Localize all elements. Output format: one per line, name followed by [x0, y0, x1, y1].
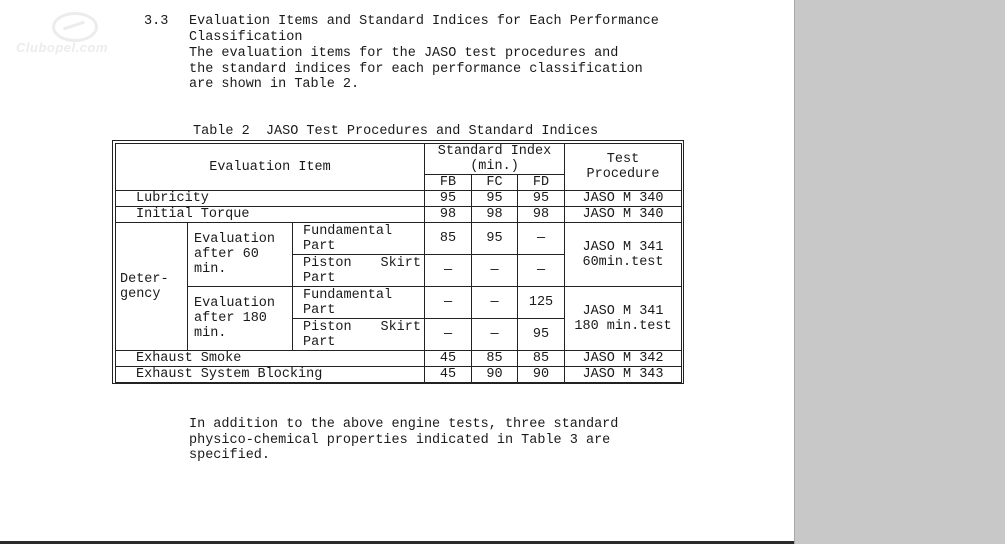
eval-60-label: Evaluation after 60 min. — [188, 223, 293, 287]
eval180-fundamental-fc: — — [472, 287, 518, 319]
exhaust-blocking-fb: 45 — [425, 367, 472, 383]
lubricity-fd: 95 — [518, 191, 565, 207]
exhaust-smoke-fc: 85 — [472, 351, 518, 367]
exhaust-blocking-fc: 90 — [472, 367, 518, 383]
eval60-fundamental-fd: — — [518, 223, 565, 255]
table-header-row — [116, 144, 682, 175]
section-body-line3: are shown in Table 2. — [189, 77, 360, 92]
eval60-piston-skirt-part: Piston Skirt Part — [293, 255, 425, 287]
exhaust-blocking-label: Exhaust System Blocking — [116, 367, 425, 383]
eval180-piston-fb: — — [425, 319, 472, 351]
eval60-piston-fb: — — [425, 255, 472, 287]
watermark — [16, 12, 118, 56]
table-row-det60-fundamental — [116, 223, 682, 255]
exhaust-smoke-fd: 85 — [518, 351, 565, 367]
detergency-label: Deter- gency — [116, 223, 188, 351]
section-body-line2: the standard indices for each performance classification — [189, 62, 643, 77]
eval60-procedure: JASO M 341 60min.test — [565, 223, 682, 287]
table-row-lubricity — [116, 191, 682, 207]
header-fd: FD — [518, 175, 565, 191]
lubricity-procedure: JASO M 340 — [565, 191, 682, 207]
eval60-piston-fc: — — [472, 255, 518, 287]
header-evaluation-item: Evaluation Item — [116, 144, 425, 191]
section-title-line2: Classification — [189, 30, 303, 45]
table-caption: Table 2 JASO Test Procedures and Standard Indices — [193, 124, 599, 139]
footer-line1: In addition to the above engine tests, three standard — [189, 417, 619, 432]
watermark-site-text: Clubopel.com — [16, 40, 108, 55]
eval180-piston-fc: — — [472, 319, 518, 351]
eval180-procedure: JASO M 341 180 min.test — [565, 287, 682, 351]
section-number: 3.3 — [144, 14, 169, 29]
eval-180-label: Evaluation after 180 min. — [188, 287, 293, 351]
eval60-fundamental-part: Fundamental Part — [293, 223, 425, 255]
eval60-piston-fd: — — [518, 255, 565, 287]
section-body-line1: The evaluation items for the JASO test procedures and — [189, 46, 619, 61]
table-row-exhaust-smoke — [116, 351, 682, 367]
lubricity-fb: 95 — [425, 191, 472, 207]
header-fb: FB — [425, 175, 472, 191]
eval180-fundamental-fd: 125 — [518, 287, 565, 319]
lubricity-label: Lubricity — [116, 191, 425, 207]
initial-torque-label: Initial Torque — [116, 207, 425, 223]
initial-torque-procedure: JASO M 340 — [565, 207, 682, 223]
exhaust-smoke-fb: 45 — [425, 351, 472, 367]
viewer-side-panel — [794, 0, 1005, 544]
exhaust-smoke-label: Exhaust Smoke — [116, 351, 425, 367]
footer-line2: physico-chemical properties indicated in Table 3 are — [189, 433, 611, 448]
initial-torque-fd: 98 — [518, 207, 565, 223]
watermark-logo-icon — [52, 12, 98, 42]
section-title-line1: Evaluation Items and Standard Indices for Each Performance — [189, 14, 659, 29]
eval180-fundamental-fb: — — [425, 287, 472, 319]
exhaust-blocking-procedure: JASO M 343 — [565, 367, 682, 383]
footer-line3: specified. — [189, 448, 271, 463]
table-row-exhaust-blocking — [116, 367, 682, 383]
table-row-initial-torque — [116, 207, 682, 223]
header-test-procedure: Test Procedure — [565, 144, 682, 191]
eval180-piston-fd: 95 — [518, 319, 565, 351]
header-standard-index: Standard Index (min.) — [425, 144, 565, 175]
header-fc: FC — [472, 175, 518, 191]
table-row-det180-fundamental — [116, 287, 682, 319]
lubricity-fc: 95 — [472, 191, 518, 207]
jaso-table — [115, 143, 682, 383]
exhaust-blocking-fd: 90 — [518, 367, 565, 383]
initial-torque-fb: 98 — [425, 207, 472, 223]
eval60-fundamental-fb: 85 — [425, 223, 472, 255]
eval180-piston-skirt-part: Piston Skirt Part — [293, 319, 425, 351]
eval60-fundamental-fc: 95 — [472, 223, 518, 255]
exhaust-smoke-procedure: JASO M 342 — [565, 351, 682, 367]
eval180-fundamental-part: Fundamental Part — [293, 287, 425, 319]
initial-torque-fc: 98 — [472, 207, 518, 223]
